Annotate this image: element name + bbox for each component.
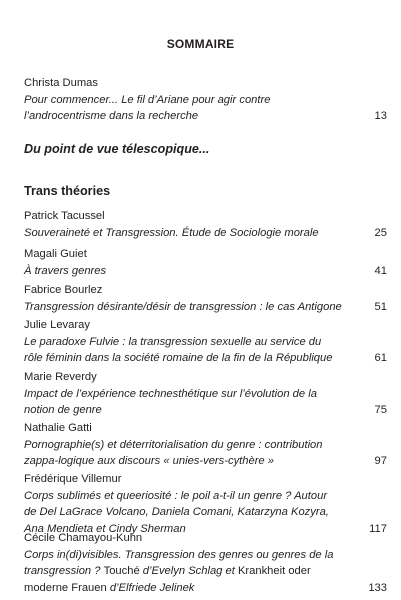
title-roman-part: Touché <box>103 565 140 577</box>
entry-title-line: Ana Mendieta et Cindy Sherman <box>24 522 186 535</box>
section-heading-trans: Trans théories <box>24 184 111 198</box>
entry-title-line: Pour commencer... Le fil d’Ariane pour agir contre <box>24 93 271 106</box>
entry-title-line: notion de genre <box>24 404 102 416</box>
entry-title-line: Impact de l’expérience technesthétique sur l’évolution de la <box>24 387 317 400</box>
entry-author: Julie Levaray <box>24 319 90 331</box>
entry-title-line: transgression ? Touché d’Evelyn Schlag et Krankheit oder <box>24 565 311 577</box>
title-roman-part: moderne Frauen <box>24 581 107 594</box>
entry-title-line: l’androcentrisme dans la recherche <box>24 110 199 122</box>
entry-title-line: Corps sublimés et queeriosité : le poil a-t-il un genre ? Autour <box>24 489 328 502</box>
entry-title-line: zappa-logique aux discours « unies-vers-cythère » <box>24 455 274 467</box>
toc-entry <box>24 369 387 419</box>
toc-entry <box>24 208 387 241</box>
entry-author: Nathalie Gatti <box>24 422 92 434</box>
entry-page-number: 41 <box>374 264 387 277</box>
toc-entry <box>24 471 387 537</box>
entry-title-line: Pornographie(s) et déterritorialisation du genre : contribution <box>24 438 323 451</box>
toc-entry-intro <box>24 75 387 125</box>
entry-page-number: 61 <box>374 352 387 364</box>
entry-page-number: 97 <box>374 455 387 467</box>
entry-title-line: rôle féminin dans la société romaine de la fin de la République <box>24 352 333 364</box>
entry-title-line: Transgression désirante/désir de transgression : le cas Antigone <box>24 300 342 313</box>
entry-title-line: moderne Frauen d’Elfriede Jelinek <box>24 581 195 594</box>
entry-page-number: 75 <box>374 404 387 416</box>
entry-author: Fabrice Bourlez <box>24 284 103 296</box>
entry-author: Marie Reverdy <box>24 371 97 383</box>
entry-page-number: 51 <box>374 300 387 313</box>
entry-author: Christa Dumas <box>24 77 98 89</box>
toc-heading: SOMMAIRE <box>166 37 235 51</box>
toc-entry <box>24 420 387 470</box>
entry-title-line: Corps in(di)visibles. Transgression des genres ou genres de la <box>24 548 334 561</box>
toc-entry <box>24 317 387 367</box>
entry-author: Patrick Tacussel <box>24 210 105 222</box>
entry-title-line: de Del LaGrace Volcano, Daniela Comani, Katarzyna Kozyra, <box>24 506 329 518</box>
entry-title-line: À travers genres <box>24 264 107 277</box>
entry-page-number: 25 <box>374 226 387 239</box>
section-heading-telescopic: Du point de vue télescopique... <box>24 142 210 156</box>
entry-title-line: Le paradoxe Fulvie : la transgression sexuelle au service du <box>24 335 322 348</box>
entry-title-line: Souveraineté et Transgression. Étude de Sociologie morale <box>24 226 319 239</box>
entry-author: Frédérique Villemur <box>24 473 122 485</box>
entry-author: Magali Guiet <box>24 248 87 260</box>
title-roman-part: Krankheit oder <box>237 565 311 577</box>
entry-page-number: 133 <box>368 581 387 594</box>
entry-page-number: 117 <box>369 522 387 535</box>
toc-entry <box>24 282 387 315</box>
entry-author: Cécile Chamayou-Kuhn <box>24 532 143 544</box>
toc-entry <box>24 530 387 596</box>
entry-page-number: 13 <box>374 110 387 122</box>
toc-entry <box>24 246 387 279</box>
